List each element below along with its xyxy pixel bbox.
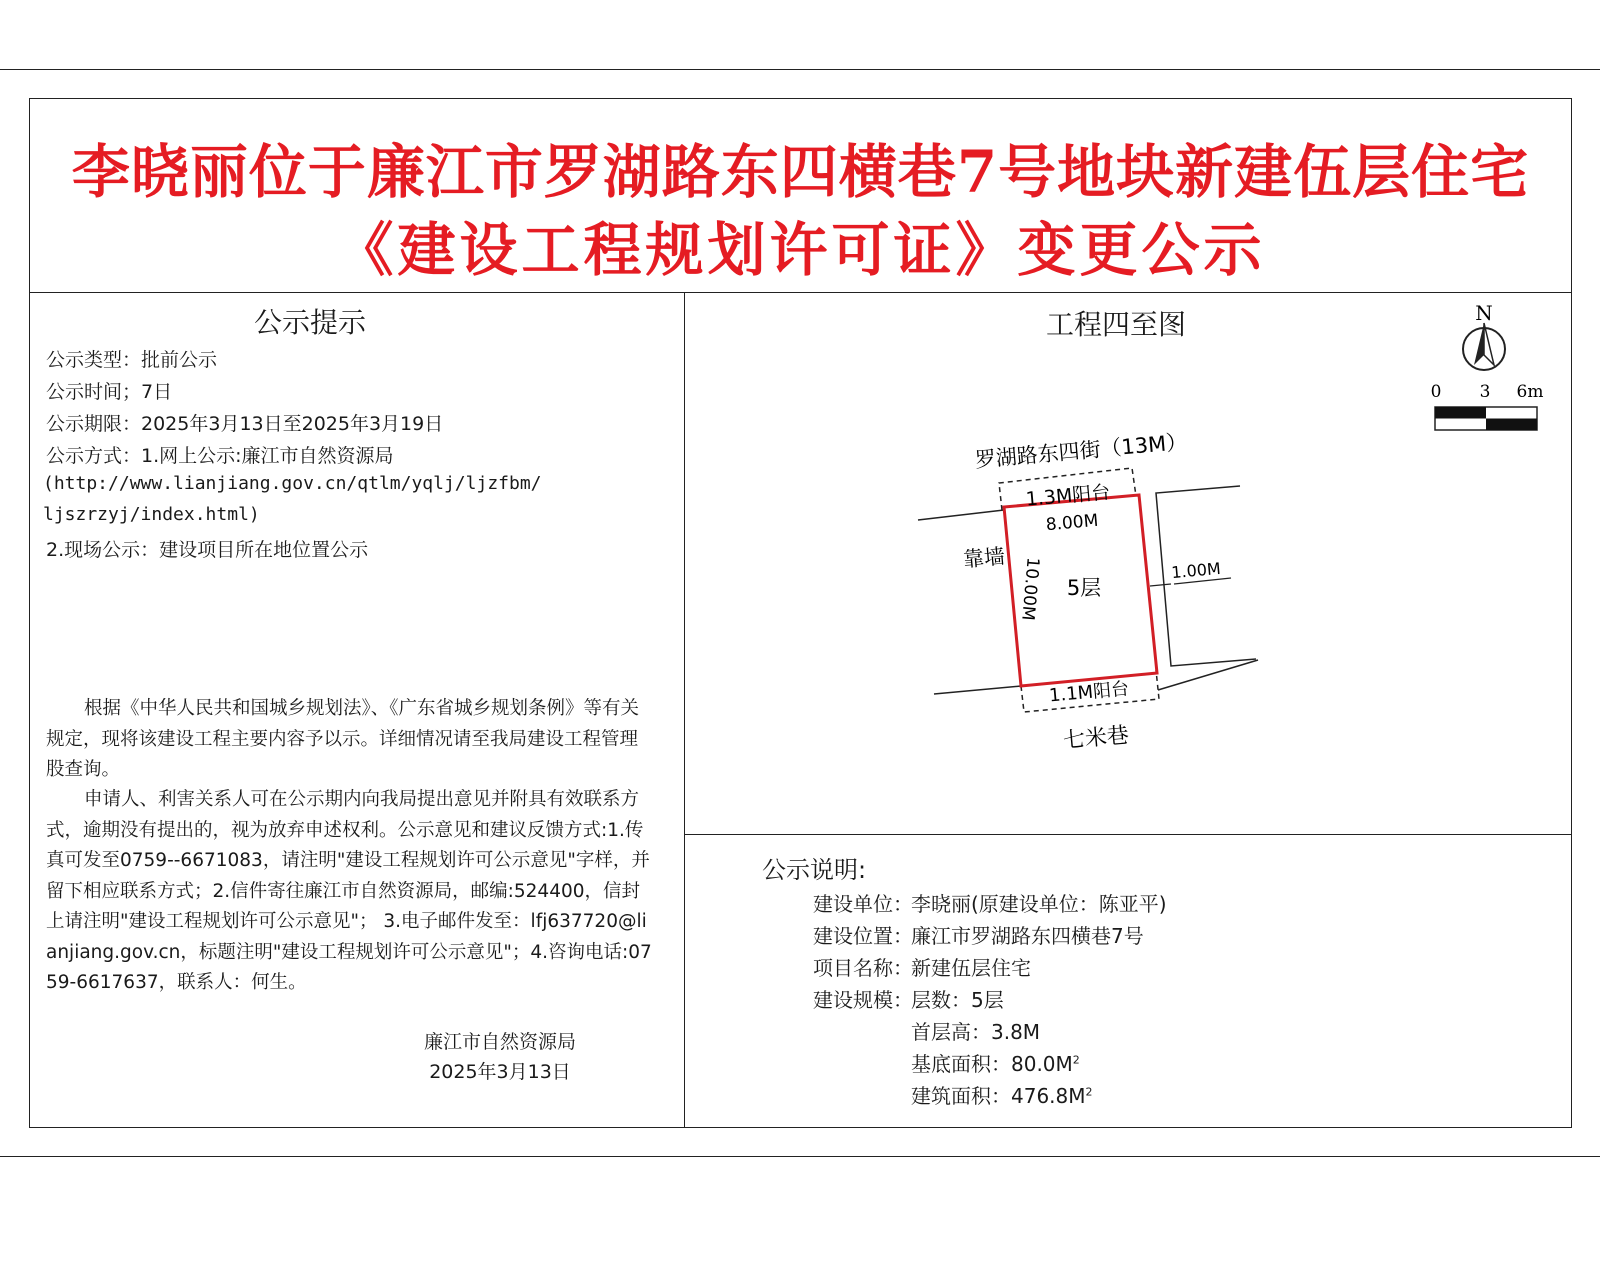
construction-unit-key: 建设单位： — [813, 892, 913, 916]
construction-scale-key: 建设规模： — [813, 988, 913, 1012]
right-row-divider — [684, 834, 1571, 835]
feedback-paragraph: 申请人、利害关系人可在公示期内向我局提出意见并附具有效联系方式，逾期没有提出的，视为放弃申述权利。公示意见和建议反馈方式:1.传真可发至0759--6671083，请注明"建设工程规划许可公示意见"字样，并留下相应联系方式；2.信件寄往廉江市自然资源局，邮编:524400，信封上请注明"建设工程规划许可公示意见"； 3.电子邮件发至：lfj637720@lianjiang.gov.cn，标题注明"建设工程规划许可公示意见"；4.咨询电话:0759-6617637，联系人：何生。 — [46, 789, 652, 993]
north-arrow-icon — [1463, 301, 1505, 370]
base-area-value: 基底面积：80.0M — [911, 1052, 1073, 1076]
construction-location-key: 建设位置： — [813, 924, 913, 948]
north-label: N — [1475, 301, 1493, 325]
scale-label-6: 6m — [1516, 382, 1544, 402]
building-area-row — [911, 1080, 1093, 1109]
notice-board — [29, 98, 1572, 1128]
legal-basis-paragraph: 根据《中华人民共和国城乡规划法》、《广东省城乡规划条例》等有关规定，现将该建设工程主要内容予以示。详细情况请至我局建设工程管理股查询。 — [46, 698, 640, 780]
balcony-north-label: 1.3M阳台 — [1024, 481, 1112, 511]
description-heading: 公示说明: — [762, 856, 867, 884]
project-name-value: 新建伍层住宅 — [911, 956, 1031, 980]
notice-period: 公示期限：2025年3月13日至2025年3月19日 — [46, 413, 444, 435]
balcony-south-label: 1.1M阳台 — [1048, 678, 1130, 707]
notice-url-line-1: (http://www.lianjiang.gov.cn/qtlm/yqlj/ljzfbm/ — [43, 473, 542, 494]
title-area — [30, 99, 1571, 293]
construction-unit-row — [813, 888, 1167, 917]
road-south-label: 七米巷 — [1062, 723, 1131, 754]
scale-bar — [1431, 382, 1544, 430]
building-area-value: 建筑面积：476.8M — [911, 1084, 1086, 1108]
construction-unit-value: 李晓丽(原建设单位：陈亚平) — [911, 892, 1167, 916]
base-area-row — [911, 1048, 1080, 1077]
notice-duration: 公示时间；7日 — [46, 381, 173, 403]
construction-location-row — [813, 920, 1144, 949]
road-north-label: 罗湖路东四街（13M） — [973, 429, 1189, 473]
scale-label-0: 0 — [1430, 382, 1442, 402]
notice-type: 公示类型：批前公示 — [46, 349, 218, 371]
west-wall-label: 靠墙 — [962, 544, 1006, 572]
scale-label-3: 3 — [1479, 382, 1491, 402]
notice-method: 公示方式：1.网上公示:廉江市自然资源局 — [46, 445, 394, 467]
notice-heading: 公示提示 — [253, 306, 366, 339]
signer: 廉江市自然资源局 — [423, 1031, 576, 1053]
construction-scale-row — [813, 984, 1004, 1013]
project-name-key: 项目名称： — [813, 956, 913, 980]
site-map — [686, 293, 1571, 833]
site-map-heading: 工程四至图 — [1045, 308, 1186, 341]
notice-panel — [30, 293, 684, 1127]
notice-onsite: 2.现场公示：建设项目所在地位置公示 — [46, 539, 369, 561]
construction-location-value: 廉江市罗湖路东四横巷7号 — [911, 924, 1144, 948]
title-line-2: 《建设工程规划许可证》变更公示 — [335, 216, 1266, 284]
base-area-unit-sup: 2 — [1072, 1053, 1080, 1067]
sign-date: 2025年3月13日 — [429, 1061, 571, 1083]
first-floor-height: 首层高：3.8M — [911, 1020, 1041, 1044]
column-divider — [684, 293, 685, 1127]
title-line-1: 李晓丽位于廉江市罗湖路东四横巷7号地块新建伍层住宅 — [71, 138, 1530, 206]
notice-url-line-2: ljszrzyj/index.html) — [43, 504, 260, 525]
depth-label: 10.00M — [1017, 556, 1043, 622]
width-label: 8.00M — [1045, 510, 1100, 536]
floor-count-value: 层数：5层 — [911, 988, 1004, 1012]
site-map-panel — [686, 293, 1571, 833]
project-name-row — [813, 952, 1031, 981]
description-panel — [686, 836, 1571, 1126]
building-area-unit-sup: 2 — [1085, 1085, 1093, 1099]
floors-label: 5层 — [1066, 576, 1102, 600]
east-gap-label: 1.00M — [1170, 558, 1222, 583]
